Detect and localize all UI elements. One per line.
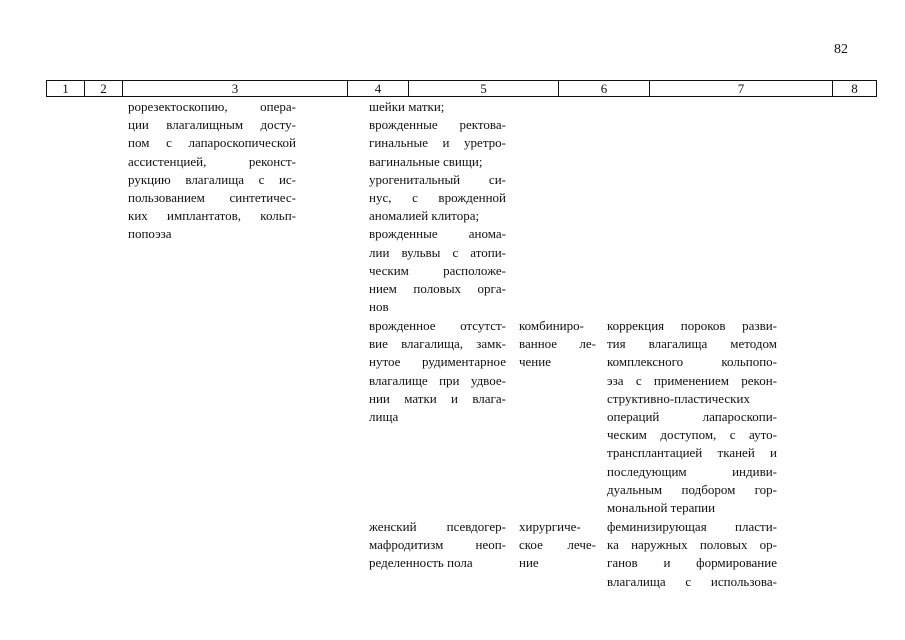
text-line: ское лече- — [519, 537, 596, 553]
header-col-3: 3 — [123, 81, 348, 96]
text-line: урогенитальный си- — [369, 171, 506, 187]
text-line: аномалией клитора; — [369, 208, 480, 224]
row2-col7-method — [607, 317, 777, 517]
page-number: 82 — [834, 42, 848, 57]
text-line: эза с применением рекон- — [607, 372, 777, 388]
header-col-5: 5 — [409, 81, 559, 96]
text-line: трансплантацией тканей и — [607, 445, 777, 461]
text-line: структивно-пластических — [607, 390, 750, 406]
text-line: комплексного кольпопо- — [607, 354, 777, 370]
text-line: ние — [519, 555, 539, 571]
text-line: влагалища с использова- — [607, 573, 777, 589]
text-line: лища — [369, 409, 399, 425]
text-line: рукцию влагалища с ис- — [128, 171, 296, 187]
text-line: вие влагалища, замк- — [369, 336, 506, 352]
text-line: нов — [369, 299, 389, 315]
header-col-7: 7 — [650, 81, 833, 96]
text-line: пом с лапароскопической — [128, 135, 296, 151]
text-line: коррекция пороков разви- — [607, 318, 777, 333]
row1-col5-diagnosis — [369, 98, 506, 316]
text-line: феминизирующая пласти- — [607, 519, 777, 534]
text-line: ции влагалищным досту- — [128, 117, 296, 133]
row3-col5-diagnosis — [369, 518, 506, 573]
text-line: вагинальные свищи; — [369, 153, 483, 169]
text-line: гинальные и уретро- — [369, 135, 506, 151]
text-line: ких имплантатов, кольп- — [128, 208, 296, 224]
text-line: чение — [519, 354, 551, 370]
text-line: шейки матки; — [369, 99, 445, 114]
text-line: мафродитизм неоп- — [369, 537, 506, 553]
text-line: нутое рудиментарное — [369, 354, 506, 370]
col3-text — [128, 98, 296, 244]
header-col-8: 8 — [851, 81, 858, 96]
text-line: ванное ле- — [519, 336, 596, 352]
row2-col5-diagnosis — [369, 317, 506, 426]
text-line: попоэза — [128, 226, 172, 242]
header-col-4: 4 — [348, 81, 409, 96]
row3-col7-method — [607, 518, 777, 591]
text-line: комбиниро- — [519, 318, 584, 333]
text-line: последующим индиви- — [607, 463, 777, 479]
text-line: лии вульвы с атопи- — [369, 244, 506, 260]
text-line: хирургиче- — [519, 519, 581, 534]
text-line: женский псевдогер- — [369, 519, 506, 534]
text-line: влагалище при удвое- — [369, 372, 506, 388]
text-line: ческим расположе- — [369, 262, 506, 278]
text-line: рорезектоскопию, опера- — [128, 99, 296, 114]
text-line: врожденные анома- — [369, 226, 506, 242]
text-line: ганов и формирование — [607, 555, 777, 571]
text-line: тия влагалища методом — [607, 336, 777, 352]
text-line: врожденные ректова- — [369, 117, 506, 133]
header-col-6: 6 — [559, 81, 650, 96]
row3-col6-treatment-type — [519, 518, 596, 573]
table-header-row — [46, 80, 877, 97]
text-line: ка наружных половых ор- — [607, 537, 777, 553]
text-line: врожденное отсутст- — [369, 318, 506, 333]
text-line: дуальным подбором гор- — [607, 481, 777, 497]
text-line: операций лапароскопи- — [607, 409, 777, 425]
text-line: мональной терапии — [607, 500, 716, 516]
text-line: нием половых орга- — [369, 281, 506, 297]
text-line: пользованием синтетичес- — [128, 190, 296, 206]
text-line: нус, с врожденной — [369, 190, 506, 206]
header-col-1: 1 — [47, 81, 85, 96]
text-line: ределенность пола — [369, 555, 473, 571]
header-col-2: 2 — [85, 81, 123, 96]
text-line: нии матки и влага- — [369, 390, 506, 406]
row2-col6-treatment-type — [519, 317, 596, 372]
text-line: ческим доступом, с ауто- — [607, 427, 777, 443]
text-line: ассистенцией, реконст- — [128, 153, 296, 169]
